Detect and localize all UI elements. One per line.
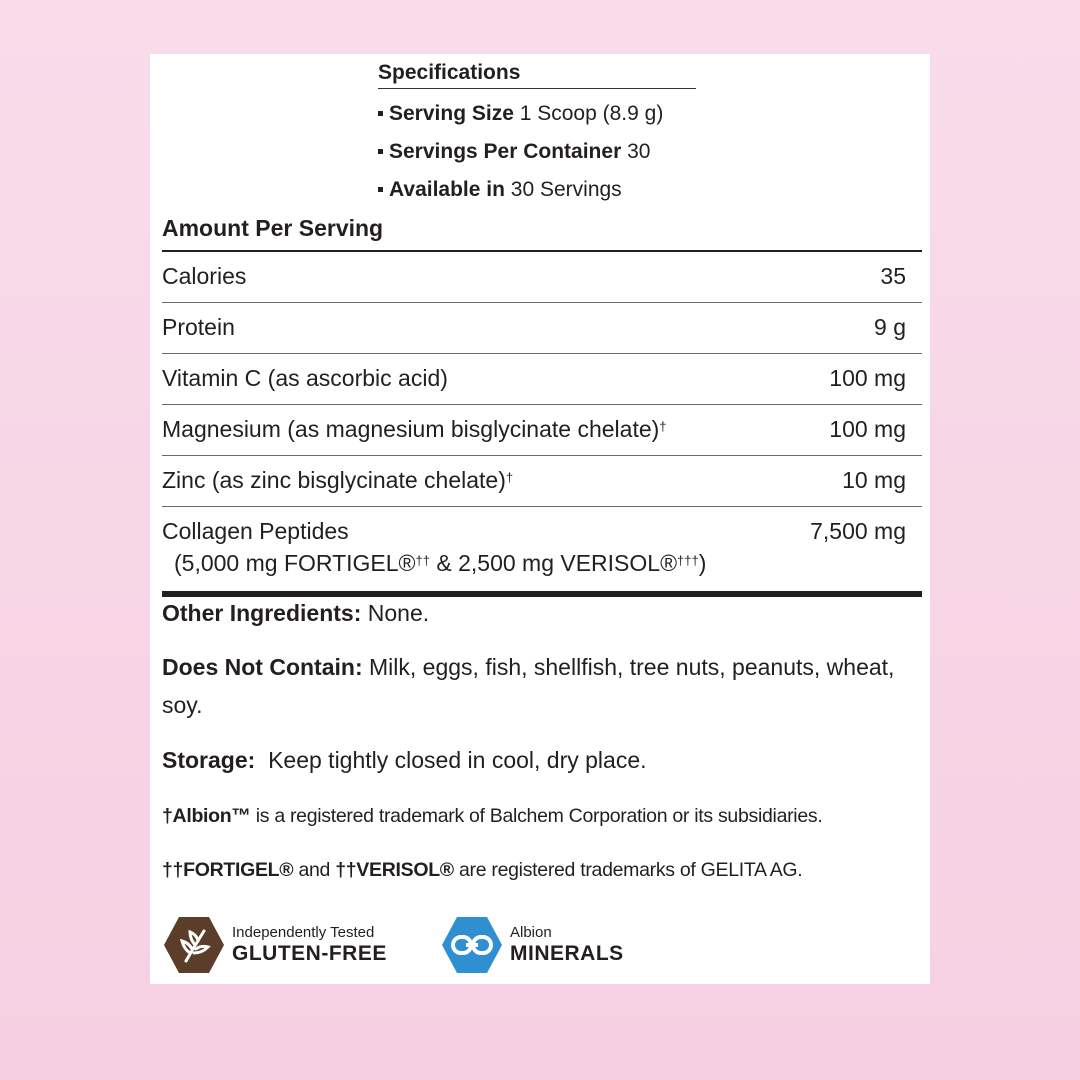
other-ingredients: Other Ingredients: None. — [162, 600, 430, 626]
bullet-icon — [378, 187, 383, 192]
table-row: Collagen Peptides (5,000 mg FORTIGEL®†† & 2,500 mg VERISOL®†††) 7,500 mg — [162, 507, 922, 597]
table-row: Zinc (as zinc bisglycinate chelate)† 10 mg — [162, 456, 922, 507]
spec-available-in: Available in 30 Servings — [378, 177, 698, 203]
bullet-icon — [378, 149, 383, 154]
gelita-trademark-note: ††FORTIGEL® and ††VERISOL® are registered trademarks of GELITA AG. — [162, 859, 803, 881]
table-row: Magnesium (as magnesium bisglycinate chelate)† 100 mg — [162, 405, 922, 456]
table-row: Vitamin C (as ascorbic acid) 100 mg — [162, 354, 922, 405]
gluten-free-badge — [164, 916, 387, 974]
albion-minerals-badge — [442, 916, 624, 974]
albion-trademark-note: †Albion™ is a registered trademark of Balchem Corporation or its subsidiaries. — [162, 805, 823, 827]
spec-serving-size: Serving Size 1 Scoop (8.9 g) — [378, 101, 698, 127]
storage: Storage: Keep tightly closed in cool, dry place. — [162, 747, 647, 773]
specifications — [378, 62, 698, 203]
nutrition-table — [162, 212, 922, 597]
badge-small-text: Independently Tested — [232, 924, 375, 941]
wheat-icon — [164, 917, 224, 973]
certification-badges — [164, 916, 764, 976]
badge-small-text: Albion — [510, 924, 552, 941]
chain-link-icon — [442, 917, 502, 973]
supplement-facts-panel — [150, 54, 930, 984]
amount-per-serving-header: Amount Per Serving — [162, 212, 922, 252]
badge-big-text: GLUTEN-FREE — [232, 942, 387, 965]
bullet-icon — [378, 111, 383, 116]
badge-big-text: MINERALS — [510, 942, 624, 965]
spec-servings-per-container: Servings Per Container 30 — [378, 139, 698, 165]
table-row: Calories 35 — [162, 252, 922, 303]
table-row: Protein 9 g — [162, 303, 922, 354]
does-not-contain: Does Not Contain: Milk, eggs, fish, shellfish, tree nuts, peanuts, wheat, soy. — [162, 654, 895, 718]
collagen-breakdown: (5,000 mg FORTIGEL®†† & 2,500 mg VERISOL®†††) — [174, 550, 707, 576]
specifications-title: Specifications — [378, 62, 696, 89]
